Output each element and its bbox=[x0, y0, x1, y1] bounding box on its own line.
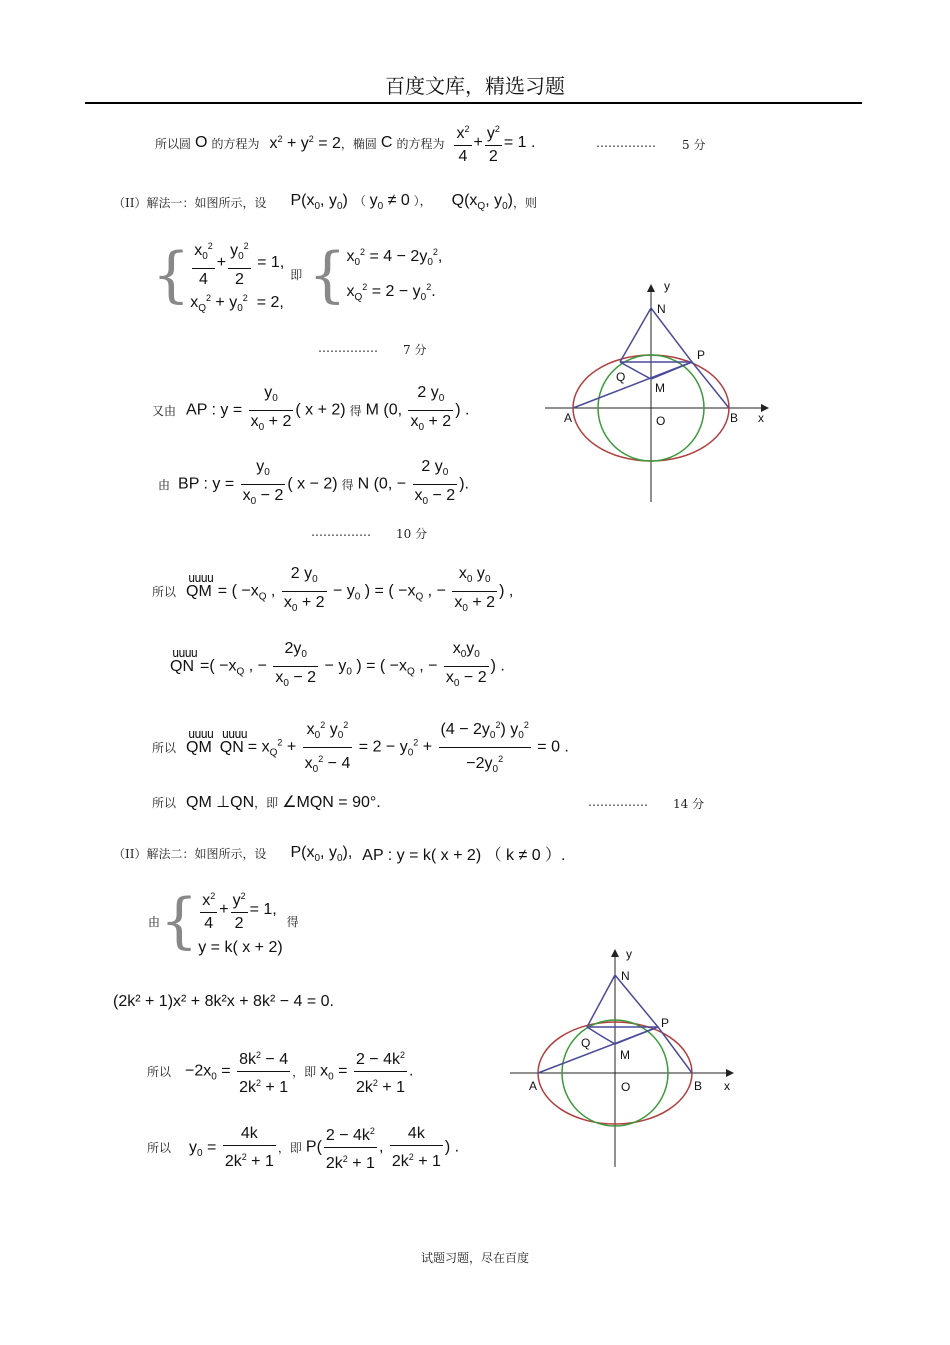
left-brace: { bbox=[160, 886, 199, 956]
text-ji: 即 bbox=[290, 268, 303, 282]
math-ap-line: AP : y = k( x + 2) （ k ≠ 0 ）. bbox=[362, 847, 566, 864]
text-you: 由 bbox=[158, 478, 171, 492]
score-14: 14 分 bbox=[673, 797, 705, 811]
point-P-def: $P(x_0$, $y_0$) bbox=[290, 192, 348, 212]
cond-y0-nonzero: （ $y_0 \ne 0$ ）， bbox=[353, 192, 432, 212]
x0-result: 所以 $-2x_0$ = $\frac{8k^2 - 4}{2k^2 + 1}$ ，即 $x_0$ = $\frac{2 - 4k^2}{2k^2 + 1}$ . bbox=[147, 1044, 413, 1099]
ellipse-equation: $\frac{x^2}{4}$ + $\frac{y^2}{2}$ = 1 . bbox=[452, 118, 535, 168]
text-de: 得 bbox=[286, 914, 299, 929]
label-Q: Q bbox=[616, 370, 626, 384]
label-P: P bbox=[697, 348, 706, 362]
text-suoyi: 所以 bbox=[152, 585, 177, 599]
score-5: 5 分 bbox=[682, 138, 706, 152]
vector-QN: uuuu QN =( $-x_Q$ , − $\frac{2y_0}{x_0 - 2}$ − $y_0$ ) = ( $-x_Q$ , − $\frac{x_0y_0}{x_0 - 2}$ ) . bbox=[170, 640, 505, 689]
method1-intro bbox=[113, 192, 537, 212]
label-O: O bbox=[656, 414, 666, 428]
page-header-title: 百度文库，精选习题 bbox=[385, 74, 565, 98]
left-brace: { bbox=[308, 239, 347, 310]
text-suoyi: 所以 bbox=[152, 795, 177, 810]
label-N: N bbox=[657, 302, 666, 316]
quadratic-equation: (2k² + 1)x² + 8k²x + 8k² − 4 = 0. bbox=[113, 993, 334, 1010]
text-then: ，则 bbox=[512, 195, 537, 210]
text-ji2: ，即 bbox=[292, 1065, 317, 1079]
geometry-figure-2 bbox=[505, 945, 745, 1175]
label-C: C bbox=[380, 134, 393, 151]
label-B: B bbox=[730, 411, 739, 425]
line-BP-N: 由 BP : y = $\frac{y_0}{x_0 - 2}$ ( x − 2) 得 N (0, − $\frac{2 y_0}{x_0 - 2}$ ). bbox=[158, 458, 469, 507]
label-N: N bbox=[621, 969, 630, 983]
label-P: P bbox=[661, 1016, 670, 1030]
text-de: 得 bbox=[349, 404, 362, 418]
label-A: A bbox=[529, 1079, 538, 1093]
label-A: A bbox=[564, 411, 573, 425]
score-dots-7: …………… bbox=[318, 341, 378, 355]
label-Q: Q bbox=[581, 1036, 591, 1050]
text-part2-m1: （II）解法一：如图所示，设 bbox=[113, 195, 267, 210]
math-perp: QM ⊥QN bbox=[186, 794, 255, 811]
text-ji2: ，即 bbox=[254, 795, 279, 810]
label-O: O bbox=[621, 1080, 631, 1094]
label-M: M bbox=[655, 381, 665, 395]
page-footer: 试题习题，尽在百度 bbox=[420, 1251, 529, 1265]
text-suoyi: 所以 bbox=[147, 1141, 172, 1155]
text-so-circle: 所以圆 bbox=[155, 136, 192, 151]
y0-result: 所以 $y_0$ = $\frac{4k}{2k^2 + 1}$ ，即 P( $\frac{2 - 4k^2}{2k^2 + 1}$ , $\frac{4k}{2k^2 + 1}$ ) . bbox=[147, 1120, 459, 1175]
circle-equation: $x^2 + y^2 = 2$ bbox=[269, 133, 341, 152]
text-part2-m2: （II）解法二：如图所示，设 bbox=[113, 847, 267, 861]
line-circle-ellipse-eq bbox=[155, 118, 535, 168]
text-of-eq: 的方程为 bbox=[211, 136, 260, 151]
math-angle: ∠MQN = 90°. bbox=[282, 794, 381, 811]
text-of-eq2: 的方程为 bbox=[396, 136, 445, 151]
score-10: 10 分 bbox=[396, 527, 428, 541]
text-suoyi: 所以 bbox=[152, 741, 177, 755]
score-dots-5: …………… bbox=[596, 136, 656, 150]
score-dots-10: …………… bbox=[311, 525, 371, 539]
system-2: 由 { $\frac{x^2}{4}$ + $\frac{y^2}{2}$ = 1, y = k( x + 2) 得 bbox=[148, 886, 299, 956]
label-O: O bbox=[195, 134, 208, 151]
header-divider bbox=[85, 102, 862, 104]
text-youyou: 又由 bbox=[152, 404, 177, 418]
text-ji2: ，即 bbox=[277, 1141, 302, 1155]
label-y: y bbox=[626, 947, 632, 961]
label-x: x bbox=[758, 411, 764, 425]
point-Q-def: $Q(x_Q$, $y_0$) bbox=[451, 192, 513, 212]
left-brace: { bbox=[152, 239, 191, 310]
score-dots-14: …………… bbox=[588, 795, 648, 809]
text-ellipse: ，椭圆 bbox=[340, 136, 377, 151]
score-7: 7 分 bbox=[403, 343, 427, 357]
geometry-figure-1 bbox=[540, 280, 780, 510]
vector-QM: 所以 uuuu QM = ( $-x_Q$ , $\frac{2 y_0}{x_0 + 2}$ − $y_0$ ) = ( $-x_Q$ , − $\frac{x_0 y_0}{x_0 + 2}$ ) , bbox=[152, 565, 514, 614]
system-1: { $\frac{x_0^2}{4}$ + $\frac{y_0^2}{2}$ = 1, $x_Q^2 + y_0^2 = 2$, 即 { $x_0^2 = 4 - 2y_0^2$, $x_Q^2 = 2 - y_0^2$. bbox=[152, 235, 442, 314]
text-de: 得 bbox=[341, 478, 354, 492]
label-M: M bbox=[620, 1048, 630, 1062]
dot-product: 所以 uuuu QM uuuu QN = $x_Q^2$ + $\frac{x_0^2 y_0^2}{x_0^2 - 4}$ = $2 - y_0^2$ + $\frac{(4 - 2y_0^2) y_0^2}{-2y_0^2}$ = 0 . bbox=[152, 714, 569, 781]
line-AP-M: 又由 AP : y = $\frac{y_0}{x_0 + 2}$ ( x + 2) 得 M (0, $\frac{2 y_0}{x_0 + 2}$ ) . bbox=[152, 384, 470, 433]
label-B: B bbox=[694, 1079, 703, 1093]
perpendicular-result bbox=[152, 792, 381, 812]
label-x: x bbox=[724, 1079, 730, 1093]
text-you: 由 bbox=[148, 914, 161, 929]
label-y: y bbox=[664, 280, 670, 293]
method2-intro: （II）解法二：如图所示，设 $P(x_0$, $y_0$), AP : y = k( x + 2) （ k ≠ 0 ）. bbox=[113, 843, 566, 864]
lines-QM-MP bbox=[587, 1027, 658, 1044]
text-suoyi: 所以 bbox=[147, 1065, 172, 1079]
